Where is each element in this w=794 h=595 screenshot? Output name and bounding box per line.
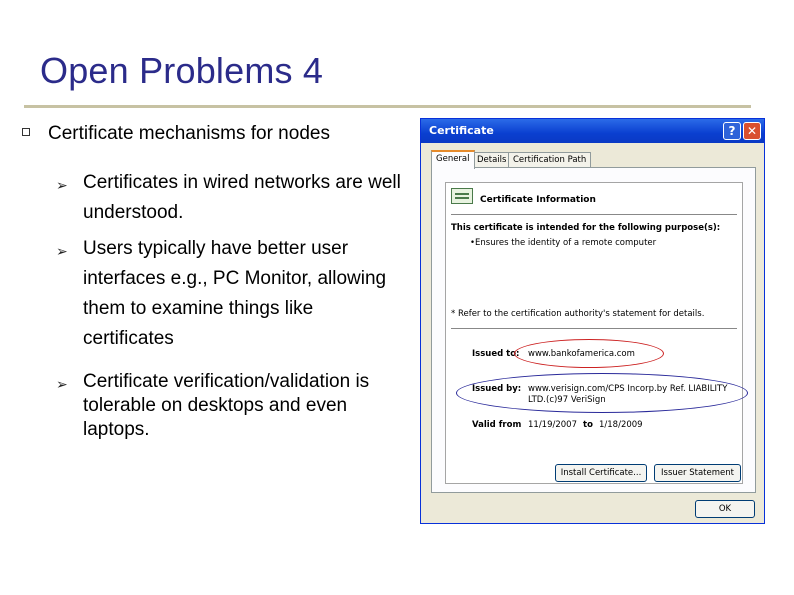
valid-from-label: Valid from <box>472 420 522 430</box>
divider <box>451 214 737 215</box>
main-bullet-text: Certificate mechanisms for nodes <box>48 123 330 144</box>
sub-bullet <box>56 168 401 228</box>
issued-by-highlight-ellipse <box>456 373 748 413</box>
purpose-heading: This certificate is intended for the following purpose(s): <box>451 223 721 233</box>
issued-to-label: Issued to: <box>472 349 520 359</box>
valid-to-label: to <box>583 420 593 430</box>
issued-to-highlight-ellipse <box>514 339 664 368</box>
purpose-item: •Ensures the identity of a remote computer <box>470 238 657 248</box>
arrow-bullet-icon: ➢ <box>56 376 68 392</box>
issued-to-value: www.bankofamerica.com <box>528 349 635 359</box>
general-panel <box>431 167 756 493</box>
square-bullet-icon <box>22 128 30 136</box>
issued-by-label: Issued by: <box>472 384 522 394</box>
issuer-statement-button[interactable]: Issuer Statement <box>654 464 741 482</box>
sub-bullet-text: Certificate verification/validation is tolerable on desktops and even laptops. <box>83 371 370 440</box>
certificate-dialog <box>420 118 765 524</box>
dialog-title: Certificate <box>429 124 494 137</box>
title-divider <box>24 105 751 108</box>
certificate-icon <box>451 188 473 204</box>
ok-button[interactable]: OK <box>695 500 755 518</box>
sub-bullet <box>56 370 401 442</box>
info-title: Certificate Information <box>480 195 596 205</box>
refer-text: * Refer to the certification authority's statement for details. <box>451 309 705 319</box>
tab-certification-path[interactable]: Certification Path <box>508 152 591 168</box>
install-certificate-button[interactable]: Install Certificate... <box>555 464 647 482</box>
tab-general[interactable]: General <box>431 150 475 169</box>
tab-details[interactable]: Details <box>472 152 511 168</box>
sub-bullet-text: Certificates in wired networks are well understood. <box>83 172 401 223</box>
help-button[interactable]: ? <box>723 122 741 140</box>
certificate-info-box <box>445 182 743 484</box>
issued-by-value: www.verisign.com/CPS Incorp.by Ref. LIABILITY LTD.(c)97 VeriSign <box>528 384 728 405</box>
slide-title: Open Problems 4 <box>40 50 324 91</box>
arrow-bullet-icon: ➢ <box>56 243 68 259</box>
sub-bullet-text: Users typically have better user interfaces e.g., PC Monitor, allowing them to examine things like certificates <box>83 238 387 349</box>
valid-from-value: 11/19/2007 <box>528 420 577 430</box>
close-button[interactable]: ✕ <box>743 122 761 140</box>
divider <box>451 328 737 329</box>
sub-bullet <box>56 234 401 354</box>
main-bullet <box>22 122 402 146</box>
arrow-bullet-icon: ➢ <box>56 177 68 193</box>
dialog-titlebar[interactable] <box>421 119 764 143</box>
valid-to-value: 1/18/2009 <box>599 420 643 430</box>
